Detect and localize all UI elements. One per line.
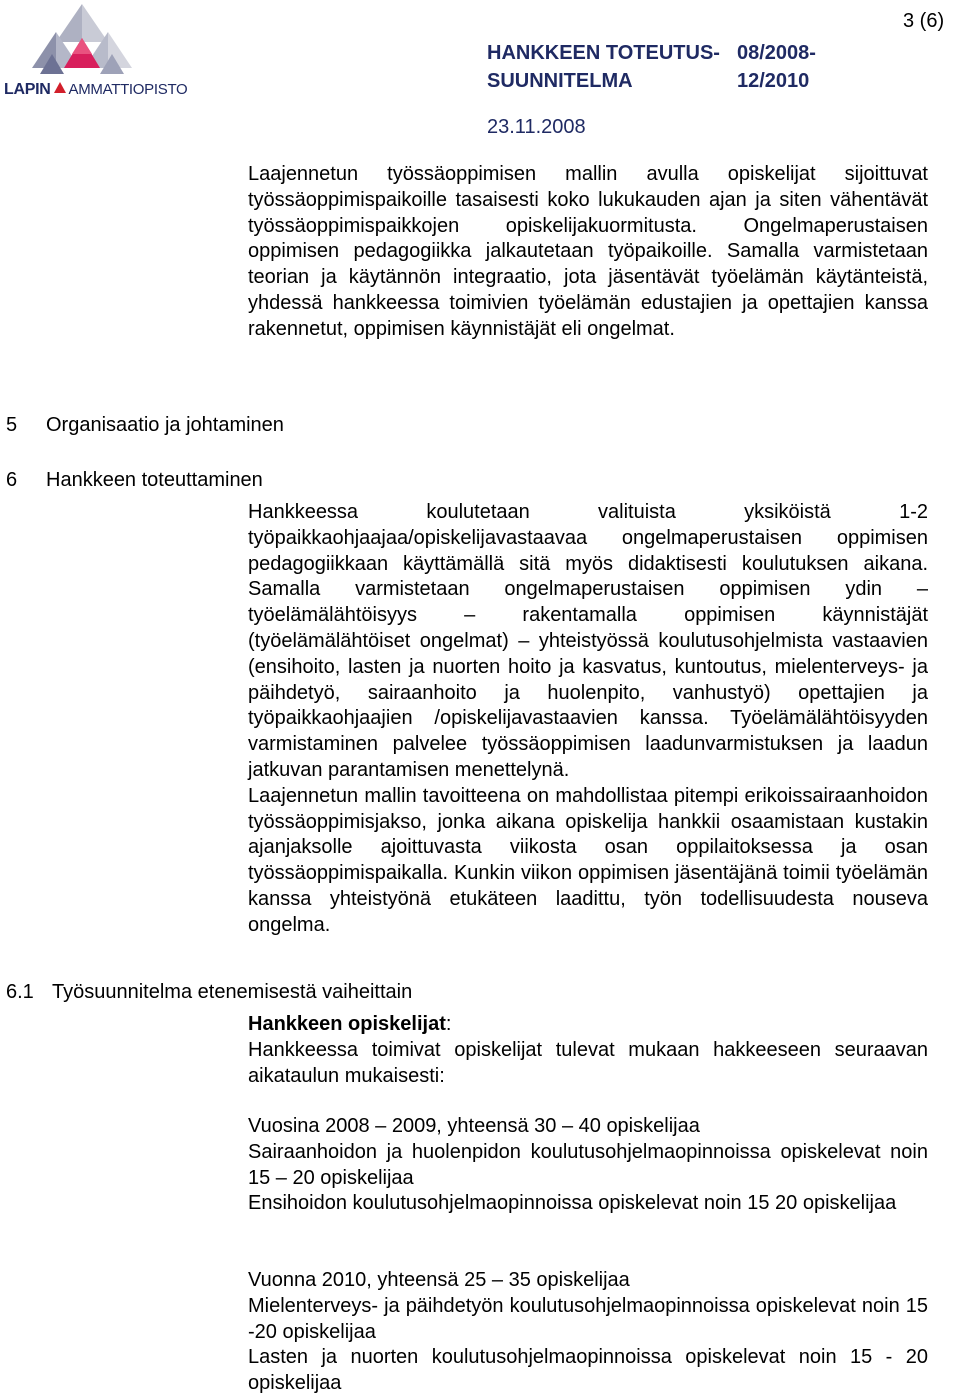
section-number: 5 xyxy=(6,414,18,436)
intro-paragraph-text: Laajennetun työssäoppimisen mallin avulla opiskelijat sijoittuvat työssäoppimispaikoille tasaisesti koko lukukauden ajan ja siten vähentävät työssäoppimispaikkojen opiskelijakuormitusta. Ongelmaperustaisen oppimisen pedagogiikka jalkautetaan työpaikoille. Samalla varmistetaan teorian ja käytännön integraatio, jota jäsentävät työelämän käytänteistä, yhdessä hankkeessa toimivien työelämän edustajien ja opettajien kanssa rakennetut, oppimisen käynnistäjät eli ongelmat. xyxy=(248,163,928,340)
section6-paragraph-2: Laajennetun mallin tavoitteena on mahdollistaa pitempi erikoissairaanhoidon työssäoppimisjakso, jonka aikana opiskelija hankkii osaamistaan kustakin ajanjaksolle ajoittuvasta viikosta osan oppilaitoksessa ja osan työssäoppimispaikalla. Kunkin viikon oppimisen jäsentäjänä toimii työelämän kanssa yhteistyönä etukäteen laadittu, työn todellisuudesta nouseva ongelma. xyxy=(248,784,928,936)
logo-name: AMMATTIOPISTO xyxy=(68,81,188,98)
students-intro xyxy=(248,1012,928,1089)
group-line: Sairaanhoidon ja huolenpidon koulutusohjelmaopinnoissa opiskelevat noin 15 – 20 opiskelijaa xyxy=(248,1140,928,1189)
logo-emblem-icon xyxy=(24,2,144,80)
students-subheading: Hankkeen opiskelijat xyxy=(248,1013,446,1035)
title-line1-right: 08/2008- xyxy=(737,42,816,64)
page-number: 3 (6) xyxy=(903,10,945,32)
student-group-2008-2009 xyxy=(248,1114,928,1217)
intro-paragraph xyxy=(248,162,928,343)
students-intro-text: Hankkeessa toimivat opiskelijat tulevat mukaan hakkeeseen seuraavan aikataulun mukaisesti: xyxy=(248,1038,928,1087)
title-line1-left: HANKKEEN TOTEUTUS- xyxy=(487,42,720,64)
section-number: 6.1 xyxy=(6,981,34,1003)
group-period: Vuosina 2008 – 2009, yhteensä 30 – 40 opiskelijaa xyxy=(248,1115,700,1137)
section-number: 6 xyxy=(6,469,18,491)
logo-brand: LAPIN xyxy=(4,81,51,98)
title-line2-left: SUUNNITELMA xyxy=(487,70,633,92)
group-line: Lasten ja nuorten koulutusohjelmaopinnoissa opiskelevat noin 15 - 20 opiskelijaa xyxy=(248,1346,928,1395)
students-subheading-colon: : xyxy=(445,1013,452,1035)
group-period: Vuonna 2010, yhteensä 25 – 35 opiskelijaa xyxy=(248,1269,630,1291)
section-heading-5 xyxy=(6,414,284,437)
section-heading-6-1 xyxy=(6,981,412,1004)
group-line: Ensihoidon koulutusohjelmaopinnoissa opiskelevat noin 15 20 opiskelijaa xyxy=(248,1192,897,1215)
group-line: Mielenterveys- ja päihdetyön koulutusohjelmaopinnoissa opiskelevat noin 15 -20 opiskelijaa xyxy=(248,1294,928,1343)
lapin-ammattiopisto-logo xyxy=(4,2,194,98)
section6-paragraph-1: Hankkeessa koulutetaan valituista yksiköistä 1-2 työpaikkaohjaajaa/opiskelijavastaavaa ongelmaperustaisen oppimisen pedagogiikkaan käyttämällä sitä myös didaktisesti koulutuksen aikana. Samalla varmistetaan ongelmaperustaisen oppimisen ydin – työelämälähtöisyys – rakentamalla oppimisen käynnistäjät (työelämälähtöiset ongelmat) – yhteistyössä koulutusohjelmista vastaavien (ensihoito, lasten ja nuorten hoito ja kasvatus, kuntoutus, mielenterveys- ja päihdetyö, sairaanhoito ja huolenpito, vanhustyö) opettajien ja työpaikkaohjaajien /opiskelijavastaavien kanssa. Työelämälähtöisyyden varmistaminen palvelee työssäoppimisen laadunvarmistuksen ja laadun jatkuvan parantamisen menettelynä. xyxy=(248,501,928,781)
title-line2-right: 12/2010 xyxy=(737,70,810,92)
section-title: Hankkeen toteuttaminen xyxy=(46,469,263,491)
section-title: Työsuunnitelma etenemisestä vaiheittain xyxy=(52,981,413,1003)
student-group-2010 xyxy=(248,1268,928,1397)
document-title xyxy=(487,39,867,95)
section-heading-6 xyxy=(6,469,263,492)
document-date: 23.11.2008 xyxy=(487,116,586,138)
section-title: Organisaatio ja johtaminen xyxy=(46,414,284,436)
section6-body xyxy=(248,500,928,939)
logo-triangle-icon xyxy=(54,82,66,93)
